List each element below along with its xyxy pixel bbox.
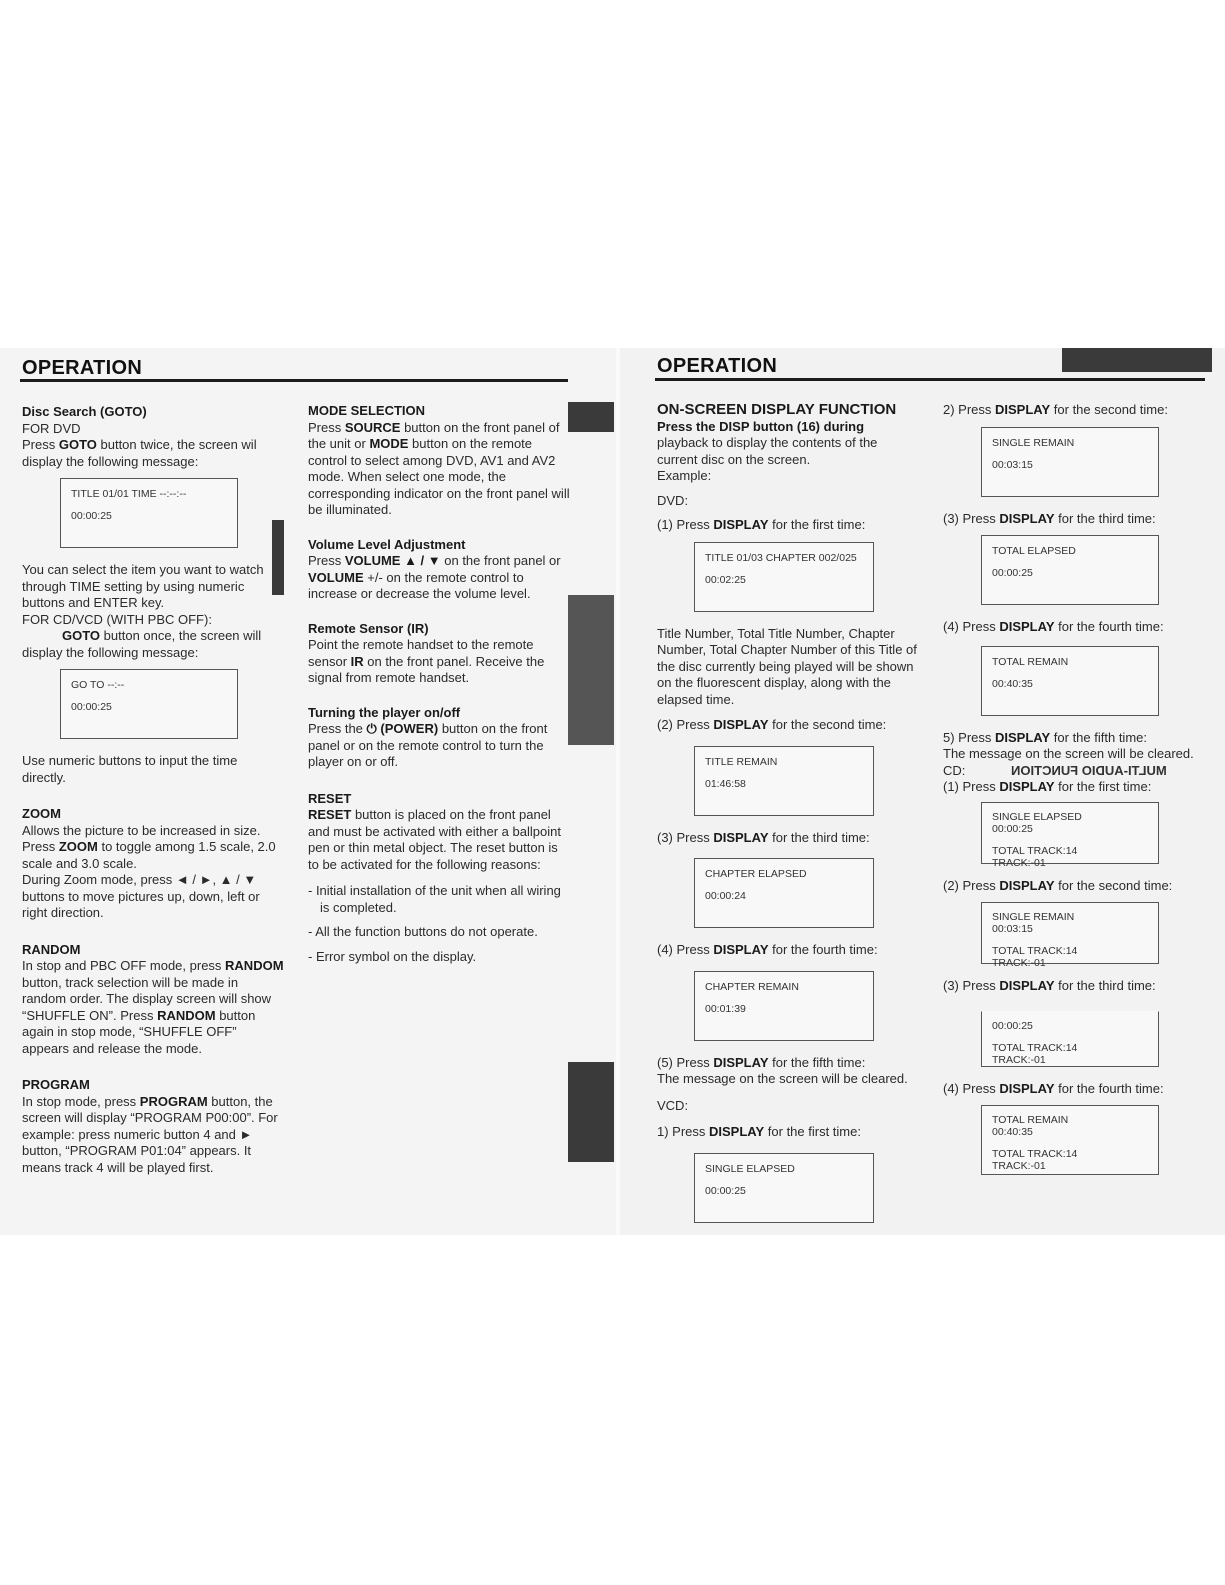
left-page-header: OPERATION <box>22 357 143 379</box>
osd-box-line: TOTAL REMAIN <box>992 655 1069 668</box>
volume-text: Press VOLUME ▲ / ▼ on the front panel or VOLUME +/- on the remote control to increase or decrease the volume level. <box>308 553 561 601</box>
mode-selection-text: Press SOURCE button on the front panel of the unit or MODE button on the remote control to select among DVD, AV1 and AV2 mode. When select one mode, the corresponding indicator on the front panel will be illuminated. <box>308 419 570 517</box>
osd-box-line: TRACK:-01 <box>992 856 1046 869</box>
osd-box-line: 00:00:25 <box>992 1019 1033 1032</box>
vcd-step-3: (3) Press DISPLAY for the third time: <box>943 510 1156 526</box>
power-text: Press the ⏻ (POWER) button on the front panel or on the remote control to turn the player on or off. <box>308 721 548 769</box>
osd-box-line: TITLE REMAIN <box>705 755 778 768</box>
osd-box-line: 00:02:25 <box>705 573 746 586</box>
osd-box-line: TOTAL TRACK:14 <box>992 1148 1078 1160</box>
osd-box-line: SINGLE REMAIN <box>992 436 1075 449</box>
time-setting-text: You can select the item you want to watch through TIME setting by using numeric buttons and ENTER key. <box>22 562 264 610</box>
osd-box-line: 00:00:24 <box>705 890 746 902</box>
goto-dvd-line2: 00:00:25 <box>71 510 112 522</box>
osd-box-line: 00:00:25 <box>992 567 1033 579</box>
vcd-step-5-text: The message on the screen will be cleared. <box>943 746 1194 761</box>
reset-reason-item: - Error symbol on the display. <box>308 948 477 964</box>
osd-box-line: 00:40:35 <box>992 1126 1033 1138</box>
dvd-label: DVD: <box>657 492 689 508</box>
zoom-text: Allows the picture to be increased in size. Press ZOOM to toggle among 1.5 scale, 2.0 scale and 3.0 scale. <box>22 822 276 871</box>
right-page-header: OPERATION <box>657 355 778 377</box>
disc-search-heading: Disc Search (GOTO) <box>22 404 147 419</box>
vcd-osd-box-3 <box>981 535 1159 605</box>
osd-box-line: 00:40:35 <box>992 677 1033 690</box>
reset-reason-item: - All the function buttons do not operate. <box>308 924 538 939</box>
osd-box-line: CHAPTER ELAPSED <box>705 868 807 880</box>
dvd-step-3: (3) Press DISPLAY for the third time: <box>657 829 870 845</box>
osd-press-text: Press the DISP button (16) during <box>657 418 865 434</box>
goto-dvd-message-box <box>60 478 238 548</box>
cd-step-1: (1) Press DISPLAY for the first time: <box>943 779 1152 794</box>
osd-box-line: TRACK:-01 <box>992 957 1046 969</box>
osd-box-line: 00:00:25 <box>992 822 1033 835</box>
osd-box-line: 00:03:15 <box>992 458 1033 471</box>
right-column-2 <box>943 402 1205 1189</box>
cd-label-row <box>943 763 1205 780</box>
osd-box-line: TOTAL TRACK:14 <box>992 1041 1078 1054</box>
vcd-step-1: 1) Press DISPLAY for the first time: <box>657 1124 861 1139</box>
numeric-input-text: Use numeric buttons to input the time directly. <box>22 753 238 785</box>
page-fold <box>616 348 620 1235</box>
goto-cd-line2: 00:00:25 <box>71 701 112 713</box>
mirrored-show-through-text: MULTI-AUDIO FUNCTION <box>1011 762 1168 778</box>
dvd-step-1: (1) Press DISPLAY for the first time: <box>657 517 866 532</box>
vcd-label: VCD: <box>657 1097 689 1113</box>
cd-step-3: (3) Press DISPLAY for the third time: <box>943 978 1156 993</box>
osd-box-line: 00:01:39 <box>705 1002 746 1015</box>
cd-osd-box-3 <box>981 1011 1159 1067</box>
vcd-step-4: (4) Press DISPLAY for the fourth time: <box>943 619 1164 634</box>
cd-step-2: (2) Press DISPLAY for the second time: <box>943 877 1173 893</box>
cd-osd-box-4 <box>981 1105 1159 1175</box>
margin-mark <box>568 402 614 432</box>
goto-cd-line1: GO TO --:-- <box>71 679 125 691</box>
osd-description: playback to display the contents of the current disc on the screen. <box>657 435 878 467</box>
osd-box-line: 01:46:58 <box>705 777 746 790</box>
osd-box-line: TRACK:-01 <box>992 1053 1046 1066</box>
zoom-heading: ZOOM <box>22 806 61 821</box>
vcd-step-5: 5) Press DISPLAY for the fifth time: <box>943 729 1147 745</box>
volume-heading: Volume Level Adjustment <box>308 536 466 552</box>
dvd-osd-box-3 <box>694 858 874 928</box>
right-column-1 <box>657 402 919 1237</box>
dvd-goto-text: Press GOTO button twice, the screen wil display the following message: <box>22 437 257 469</box>
dvd-osd-box-4 <box>694 971 874 1041</box>
osd-heading: ON-SCREEN DISPLAY FUNCTION <box>657 401 897 418</box>
cd-goto-text: GOTO button once, the screen will display the following message: <box>22 628 262 660</box>
dvd-step-5: (5) Press DISPLAY for the fifth time: <box>657 1054 866 1070</box>
vcd-osd-box-2 <box>981 427 1159 497</box>
left-column-2 <box>308 403 570 973</box>
osd-box-line: TOTAL TRACK:14 <box>992 945 1078 957</box>
reset-text: RESET button is placed on the front panel and must be activated with either a ballpoint pen or thin metal object. The reset button is to be activated for the following reasons: <box>308 807 561 872</box>
program-heading: PROGRAM <box>22 1077 90 1092</box>
osd-box-line: TOTAL ELAPSED <box>992 545 1076 557</box>
osd-box-line: TOTAL REMAIN <box>992 1114 1069 1126</box>
header-tab-block <box>1062 348 1212 372</box>
osd-box-line: 00:00:25 <box>705 1184 746 1197</box>
dvd-step-4: (4) Press DISPLAY for the fourth time: <box>657 942 878 957</box>
osd-box-line: 00:03:15 <box>992 923 1033 935</box>
program-text: In stop mode, press PROGRAM button, the screen will display “PROGRAM P00:00”. For example: press numeric button 4 and ► button, “PROGRAM P01:04” appears. It means track 4 will be played first. <box>22 1093 278 1175</box>
reset-heading: RESET <box>308 790 352 806</box>
goto-cd-message-box <box>60 669 238 739</box>
cd-label: CD: <box>943 762 966 778</box>
reset-reason-item: - Initial installation of the unit when all wiring is completed. <box>308 883 561 915</box>
zoom-move-text: During Zoom mode, press ◄ / ►, ▲ / ▼ buttons to move pictures up, down, left or right direction. <box>22 872 260 920</box>
osd-box-line: TRACK:-01 <box>992 1160 1046 1172</box>
osd-box-line: SINGLE ELAPSED <box>705 1162 795 1175</box>
osd-box-line: SINGLE REMAIN <box>992 911 1075 923</box>
title-number-text: Title Number, Total Title Number, Chapter Number, Total Chapter Number of this Title of the disc currently being played will be shown on the fluorescent display, along with the elapsed time. <box>657 625 917 707</box>
vcd-osd-box-4 <box>981 646 1159 716</box>
cd-osd-box-1 <box>981 802 1159 869</box>
remote-sensor-text: Point the remote handset to the remote sensor IR on the front panel. Receive the signal from remote handset. <box>308 637 545 685</box>
dvd-step-2: (2) Press DISPLAY for the second time: <box>657 717 887 732</box>
reset-reasons-list <box>308 883 570 965</box>
margin-mark <box>568 595 614 745</box>
power-heading: Turning the player on/off <box>308 704 461 720</box>
goto-dvd-line1: TITLE 01/01 TIME --:--:-- <box>71 488 187 500</box>
remote-sensor-heading: Remote Sensor (IR) <box>308 620 429 636</box>
random-text: In stop and PBC OFF mode, press RANDOM button, track selection will be made in random order. The display screen will show “SHUFFLE ON”. Press RANDOM button again in stop mode, “SHUFFLE OFF” appears and release the mode. <box>22 958 284 1056</box>
osd-box-line: TOTAL TRACK:14 <box>992 844 1078 857</box>
for-dvd-label: FOR DVD <box>22 420 81 436</box>
right-header-rule <box>655 378 1205 381</box>
osd-box-line: CHAPTER REMAIN <box>705 980 799 993</box>
left-column-1 <box>22 404 284 1185</box>
for-cd-label: FOR CD/VCD (WITH PBC OFF): <box>22 611 212 627</box>
cd-osd-box-2 <box>981 902 1159 969</box>
random-heading: RANDOM <box>22 941 81 957</box>
dvd-step-5-text: The message on the screen will be cleared. <box>657 1071 908 1086</box>
mode-selection-heading: MODE SELECTION <box>308 403 426 418</box>
vcd-step-2: 2) Press DISPLAY for the second time: <box>943 402 1168 417</box>
margin-mark <box>568 1062 614 1162</box>
cd-step-4: (4) Press DISPLAY for the fourth time: <box>943 1080 1164 1096</box>
osd-box-line: SINGLE ELAPSED <box>992 810 1082 823</box>
vcd-osd-box-1 <box>694 1153 874 1223</box>
dvd-osd-box-2 <box>694 746 874 816</box>
example-label: Example: <box>657 468 712 483</box>
osd-box-line: TITLE 01/03 CHAPTER 002/025 <box>705 551 857 564</box>
dvd-osd-box-1 <box>694 542 874 612</box>
left-header-rule <box>20 379 568 382</box>
